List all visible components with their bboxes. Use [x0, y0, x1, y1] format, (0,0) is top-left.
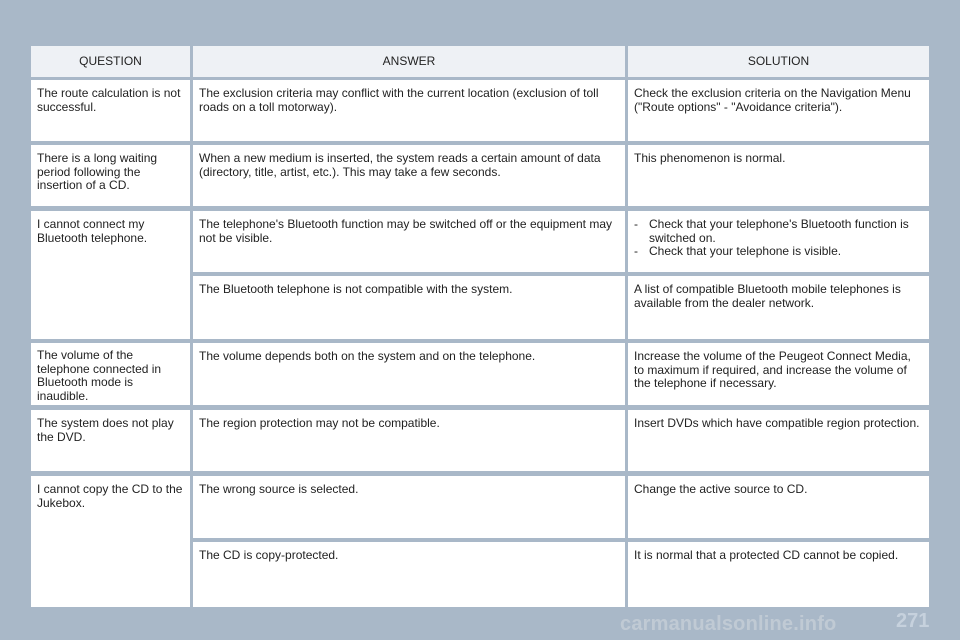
solution-cell: Check the exclusion criteria on the Navigation Menu ("Route options" - "Avoidance criteria"). — [628, 80, 929, 141]
bullet-dash: - — [634, 217, 638, 231]
solution-cell: Change the active source to CD. — [628, 476, 929, 538]
answer-cell: The exclusion criteria may conflict with the current location (exclusion of toll roads on a toll motorway). — [193, 80, 625, 141]
page-number: 271 — [896, 610, 930, 632]
watermark: carmanualsonline.info — [620, 613, 837, 635]
question-cell: I cannot connect my Bluetooth telephone. — [31, 211, 190, 339]
question-cell: The system does not play the DVD. — [31, 410, 190, 471]
question-cell: There is a long waiting period following the insertion of a CD. — [31, 145, 190, 206]
question-cell: I cannot copy the CD to the Jukebox. — [31, 476, 190, 607]
solution-cell: Increase the volume of the Peugeot Connect Media, to maximum if required, and increase the volume of the telephone if necessary. — [628, 343, 929, 405]
header-answer: ANSWER — [193, 46, 625, 77]
solution-bullet — [634, 218, 923, 245]
answer-cell: The region protection may not be compatible. — [193, 410, 625, 471]
solution-bullet — [634, 245, 923, 259]
header-solution: SOLUTION — [628, 46, 929, 77]
bullet-dash: - — [634, 244, 638, 258]
solution-cell — [628, 211, 929, 272]
solution-cell: It is normal that a protected CD cannot be copied. — [628, 542, 929, 607]
answer-cell: When a new medium is inserted, the system reads a certain amount of data (directory, title, artist, etc.). This may take a few seconds. — [193, 145, 625, 206]
solution-cell: A list of compatible Bluetooth mobile telephones is available from the dealer network. — [628, 276, 929, 339]
solution-cell: Insert DVDs which have compatible region protection. — [628, 410, 929, 471]
answer-cell: The volume depends both on the system and on the telephone. — [193, 343, 625, 405]
answer-cell: The telephone's Bluetooth function may be switched off or the equipment may not be visible. — [193, 211, 625, 272]
question-cell: The volume of the telephone connected in Bluetooth mode is inaudible. — [31, 343, 190, 405]
bullet-text: Check that your telephone is visible. — [649, 244, 842, 258]
answer-cell: The wrong source is selected. — [193, 476, 625, 538]
header-question: QUESTION — [31, 46, 190, 77]
answer-cell: The CD is copy-protected. — [193, 542, 625, 607]
solution-cell: This phenomenon is normal. — [628, 145, 929, 206]
question-cell: The route calculation is not successful. — [31, 80, 190, 141]
bullet-text: Check that your telephone's Bluetooth function is switched on. — [649, 217, 909, 245]
answer-cell: The Bluetooth telephone is not compatible with the system. — [193, 276, 625, 339]
